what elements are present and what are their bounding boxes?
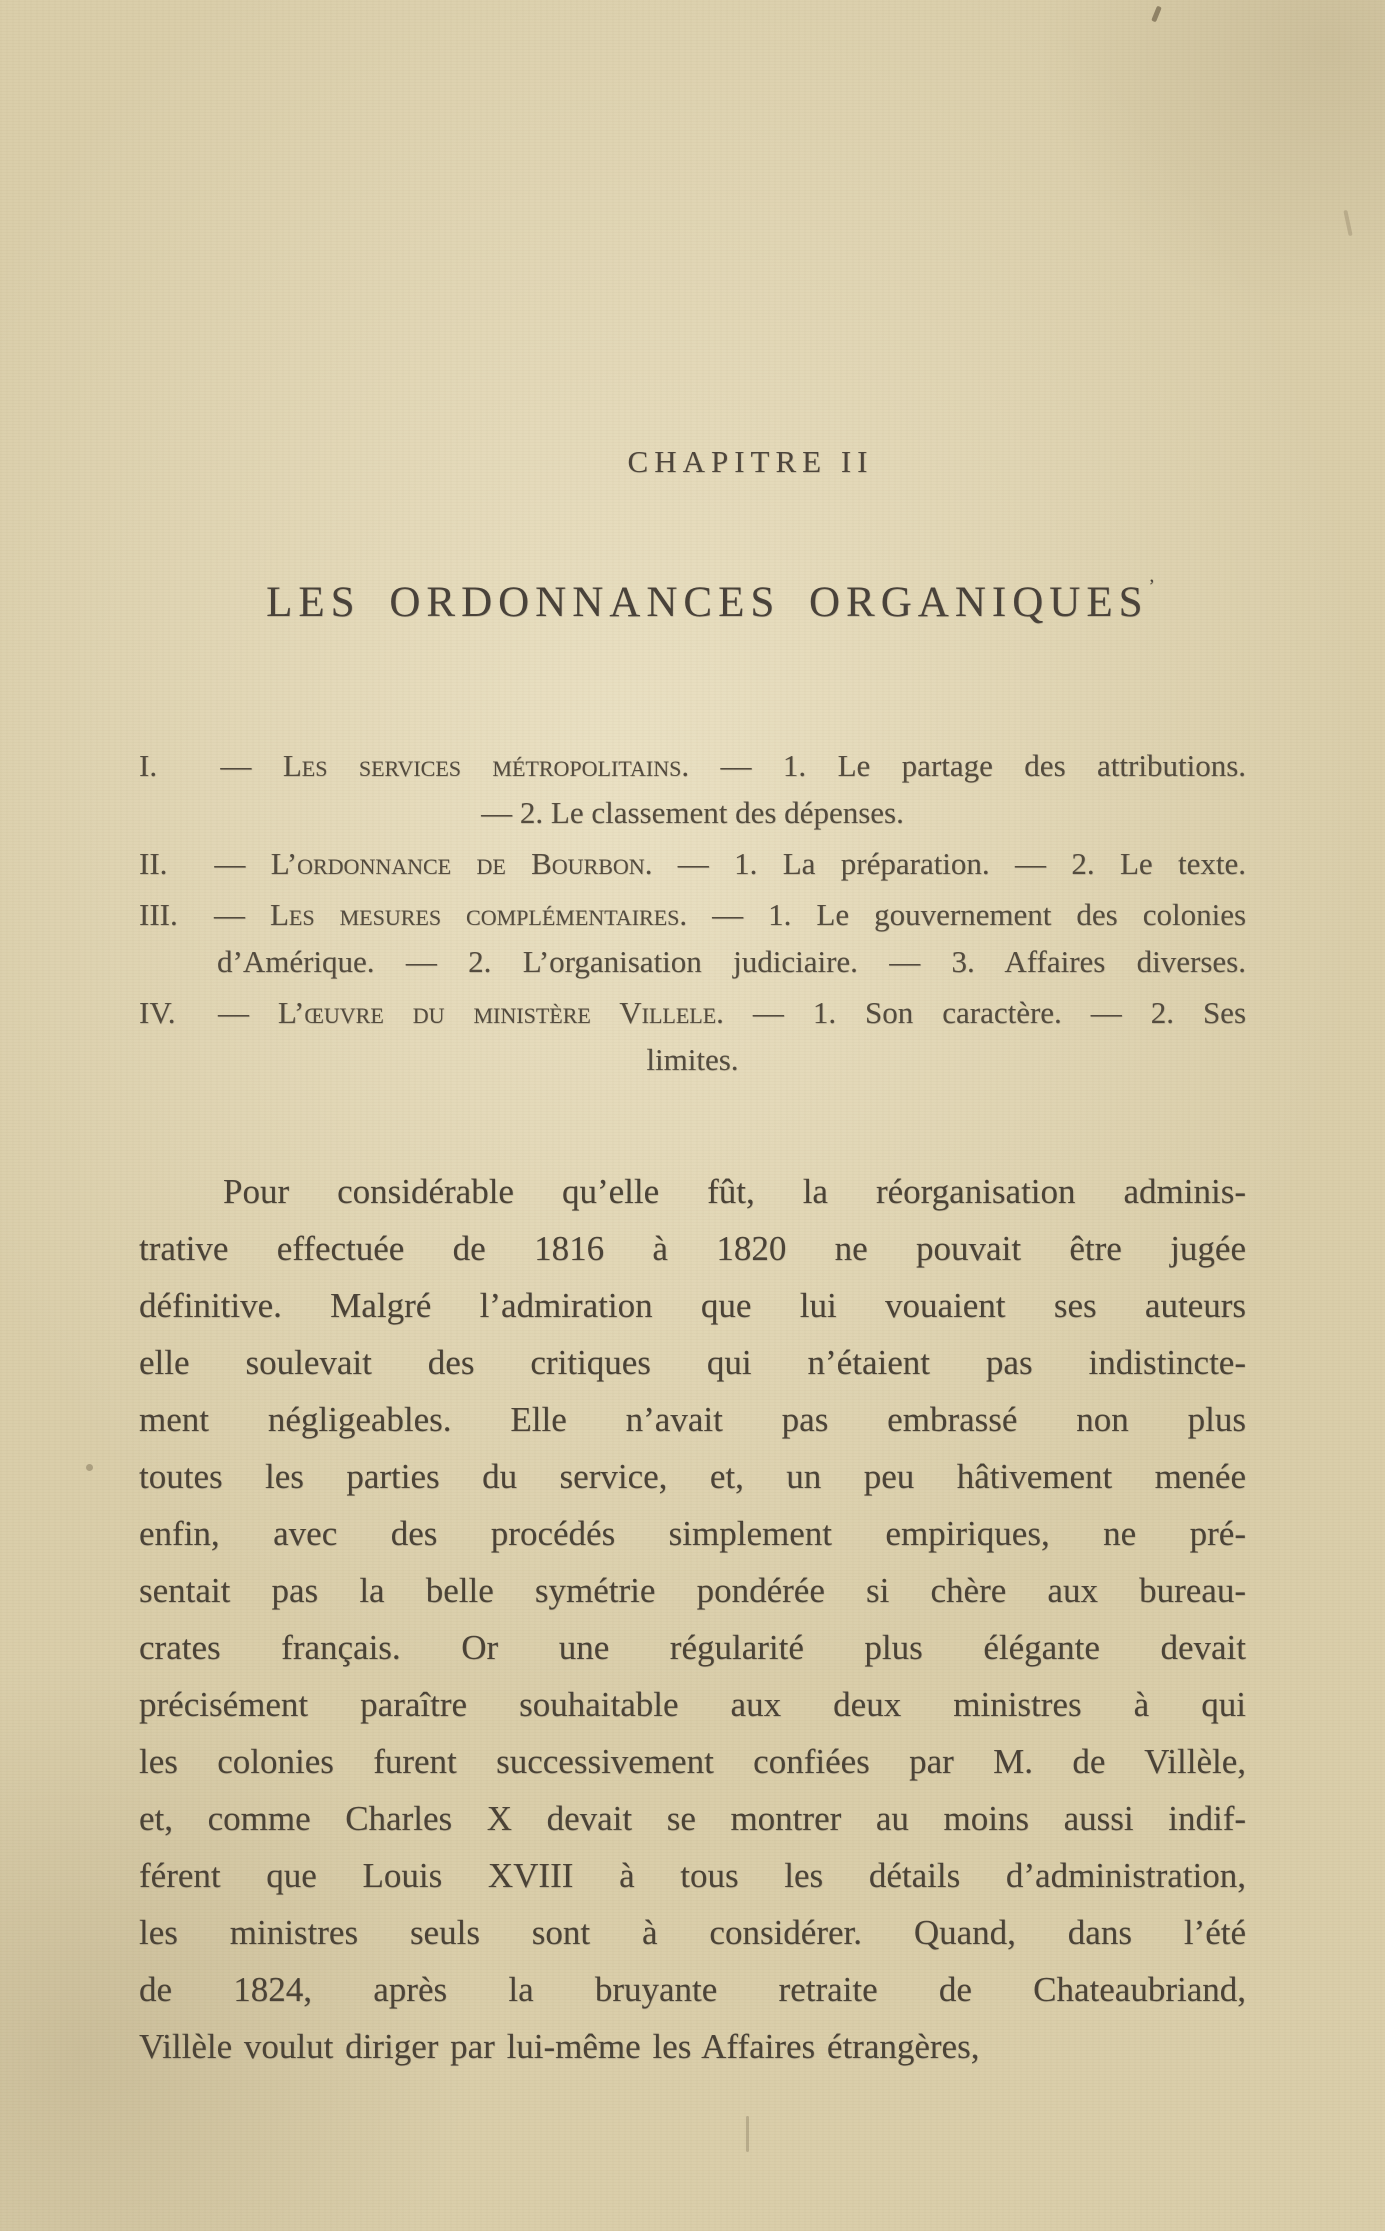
toc-rest-4: — 1. Son caractère. — 2. Ses <box>752 995 1247 1030</box>
toc-entry-1-line-2: — 2. Le classement des dépenses. <box>481 795 904 830</box>
toc-rest-2: — 1. La préparation. — 2. Le texte. <box>677 846 1246 881</box>
body-line: enfin, avec des procédés simplement empiriques, ne pré- <box>139 1514 1246 1553</box>
body-line: les ministres seuls sont à considérer. Quand, dans l’été <box>139 1913 1246 1952</box>
toc-entry-2 <box>139 840 1246 887</box>
toc-entry-3 <box>139 891 1246 985</box>
toc-rest-1: — 1. Le partage des attributions. <box>720 748 1247 783</box>
toc-heading-3: — Les mesures complémentaires. <box>214 897 688 932</box>
body-line: précisément paraître souhaitable aux deux ministres à qui <box>139 1685 1246 1724</box>
page-title <box>157 576 1264 627</box>
toc-numeral-2: II. <box>139 846 168 881</box>
toc-entry-3-line-2: d’Amérique. — 2. L’organisation judiciaire. — 3. Affaires diverses. <box>217 944 1246 979</box>
toc-rest-3: — 1. Le gouvernement des colonies <box>712 897 1247 932</box>
toc-numeral-1: I. <box>139 748 158 783</box>
toc-entry-3-line-1 <box>139 891 1246 938</box>
paper-speck <box>746 2116 749 2152</box>
chapter-heading: CHAPITRE II <box>627 444 874 479</box>
body-line: elle soulevait des critiques qui n’étaient pas indistincte- <box>139 1343 1246 1382</box>
body-line: ment négligeables. Elle n’avait pas embrassé non plus <box>139 1400 1246 1439</box>
toc-numeral-3: III. <box>139 897 178 932</box>
body-line: sentait pas la belle symétrie pondérée si chère aux bureau- <box>139 1571 1246 1610</box>
chapter-outline <box>139 742 1246 1087</box>
toc-heading-1: — Les services métropolitains. <box>220 748 690 783</box>
toc-entry-4-line-1 <box>139 989 1246 1036</box>
body-line: Pour considérable qu’elle fût, la réorganisation adminis- <box>223 1172 1246 1211</box>
body-line: définitive. Malgré l’admiration que lui vouaient ses auteurs <box>139 1286 1246 1325</box>
toc-entry-4-line-2: limites. <box>646 1042 739 1077</box>
body-line: férent que Louis XVIII à tous les détails d’administration, <box>139 1856 1246 1895</box>
body-line: crates français. Or une régularité plus élégante devait <box>139 1628 1246 1667</box>
toc-heading-2: — L’ordonnance de Bourbon. <box>214 846 653 881</box>
body-line: et, comme Charles X devait se montrer au moins aussi indif- <box>139 1799 1246 1838</box>
toc-entry-1 <box>139 742 1246 836</box>
body-line: Villèle voulut diriger par lui-même les Affaires étrangères, <box>139 2027 980 2066</box>
toc-numeral-4: IV. <box>139 995 176 1030</box>
body-line: les colonies furent successivement confiées par M. de Villèle, <box>139 1742 1246 1781</box>
toc-entry-1-line-1 <box>139 742 1246 789</box>
title-footnote-mark: ’ <box>1148 576 1155 597</box>
paper-speck <box>1343 210 1352 236</box>
paper-speck <box>86 1464 93 1471</box>
body-paragraph <box>139 1163 1246 2075</box>
toc-entry-4 <box>139 989 1246 1083</box>
page-title-text: LES ORDONNANCES ORGANIQUES <box>266 579 1149 626</box>
body-line: toutes les parties du service, et, un peu hâtivement menée <box>139 1457 1246 1496</box>
toc-entry-2-line-1 <box>139 840 1246 887</box>
body-line: trative effectuée de 1816 à 1820 ne pouvait être jugée <box>139 1229 1246 1268</box>
paper-speck <box>1151 6 1162 23</box>
toc-heading-4: — L’œuvre du ministère Villele. <box>217 995 724 1030</box>
body-line: de 1824, après la bruyante retraite de Chateaubriand, <box>139 1970 1246 2009</box>
